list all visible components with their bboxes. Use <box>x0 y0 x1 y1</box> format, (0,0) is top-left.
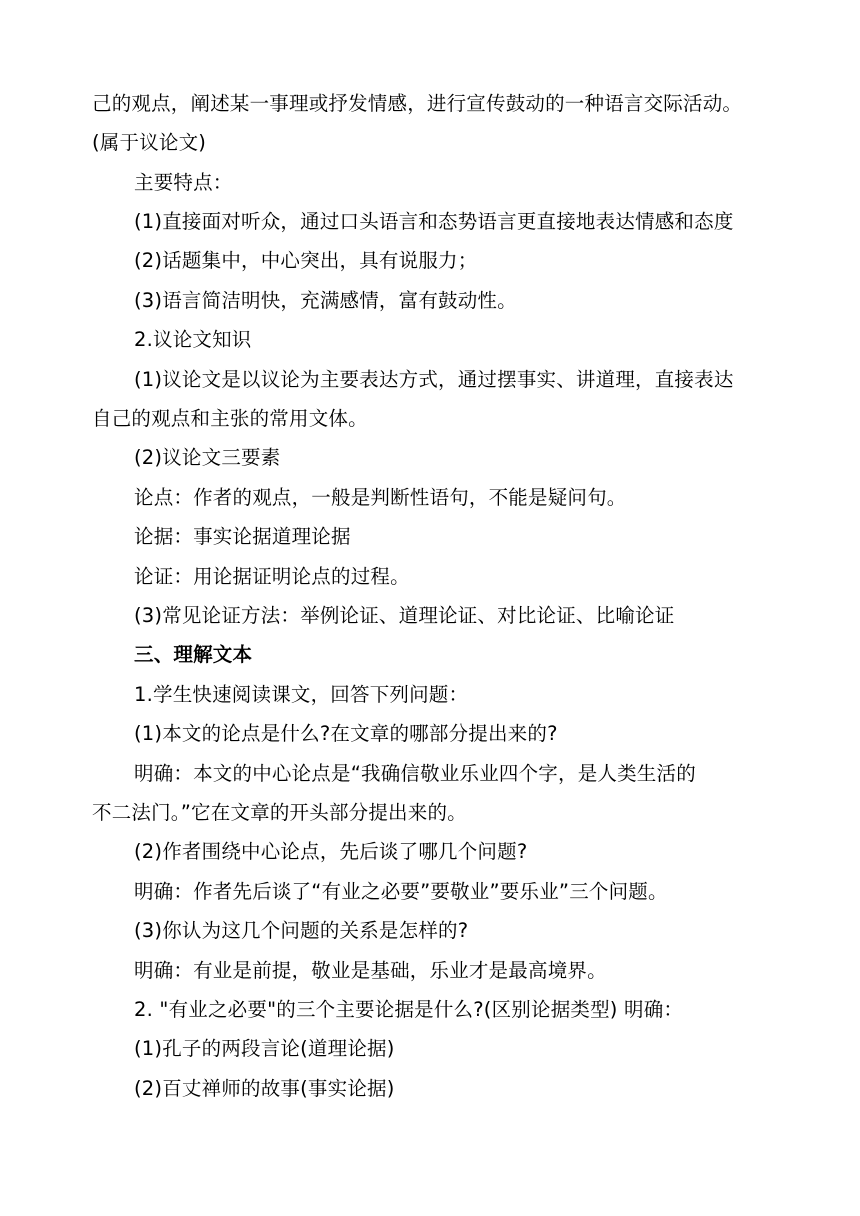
text-line: (3)语言简洁明快，充满感情，富有鼓动性。 <box>134 289 517 312</box>
text-line: (2)议论文三要素 <box>134 446 281 469</box>
text-line: 明确：作者先后谈了“有业之必要”要敬业”要乐业”三个问题。 <box>134 880 668 903</box>
text-line: (1)孔子的两段言论(道理论据) <box>134 1037 395 1060</box>
text-line: (2)百丈禅师的故事(事实论据) <box>134 1077 395 1100</box>
text-line: (3)常见论证方法：举例论证、道理论证、对比论证、比喻论证 <box>134 604 675 627</box>
section-heading: 三、理解文本 <box>134 643 253 666</box>
text-line: 1.学生快速阅读课文，回答下列问题： <box>134 683 469 706</box>
text-line: 己的观点，阐述某一事理或抒发情感，进行宣传鼓动的一种语言交际活动。 <box>92 92 743 115</box>
text-line: (1)议论文是以议论为主要表达方式，通过摆事实、讲道理，直接表达 <box>134 368 734 391</box>
text-line: (2)话题集中，中心突出，具有说服力； <box>134 249 478 272</box>
text-line: 论点：作者的观点，一般是判断性语句，不能是疑问句。 <box>134 486 627 509</box>
text-line: 明确：本文的中心论点是“我确信敬业乐业四个字，是人类生活的 <box>134 762 696 785</box>
text-line: 自己的观点和主张的常用文体。 <box>92 407 368 430</box>
text-line: (1)本文的论点是什么?在文章的哪部分提出来的? <box>134 722 558 745</box>
text-line: (3)你认为这几个问题的关系是怎样的? <box>134 919 469 942</box>
text-line: (1)直接面对听众，通过口头语言和态势语言更直接地表达情感和态度 <box>134 210 734 233</box>
text-line: 论据：事实论据道理论据 <box>134 525 351 548</box>
text-line: 明确：有业是前提，敬业是基础，乐业才是最高境界。 <box>134 959 607 982</box>
text-line: (属于议论文) <box>92 131 207 154</box>
text-line: 主要特点： <box>134 171 233 194</box>
text-line: 论证：用论据证明论点的过程。 <box>134 565 410 588</box>
text-line: (2)作者围绕中心论点，先后谈了哪几个问题? <box>134 840 528 863</box>
text-line: 不二法门。”它在文章的开头部分提出来的。 <box>92 801 467 824</box>
section-heading: 2.议论文知识 <box>134 328 252 351</box>
text-line: 2. "有业之必要"的三个主要论据是什么?(区别论据类型) 明确： <box>134 998 684 1021</box>
